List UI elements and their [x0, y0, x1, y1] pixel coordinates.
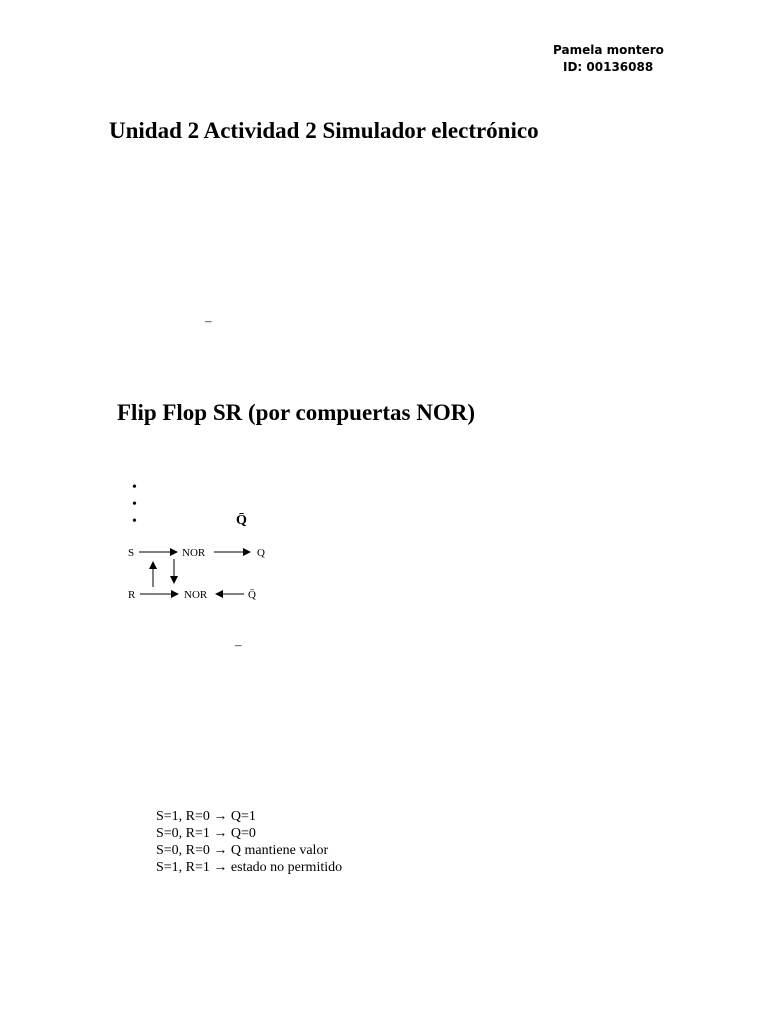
document-title: Unidad 2 Actividad 2 Simulador electrónico	[109, 118, 539, 143]
nor-gate-top: NOR	[182, 547, 206, 559]
nor-gate-bottom: NOR	[184, 589, 208, 601]
truth-table-row: S=1, R=1 → estado no permitido	[156, 860, 343, 875]
truth-table-row: S=0, R=0 → Q mantiene valor	[156, 843, 329, 858]
truth-table-list	[156, 808, 342, 876]
truth-table-row: S=0, R=1 → Q=0	[156, 826, 256, 841]
stray-dash: –	[205, 313, 212, 328]
stray-dash: –	[235, 637, 242, 652]
author-name: Pamela montero	[553, 43, 664, 57]
sr-flip-flop-diagram	[118, 537, 288, 607]
feedback-up-arrow	[149, 561, 157, 587]
q-bar-output-label: Q̄	[248, 589, 256, 601]
nor-to-q-arrow	[214, 548, 251, 556]
s-input-label: S	[128, 547, 135, 559]
bullet-point: •	[132, 514, 137, 529]
student-id: ID: 00136088	[563, 60, 654, 74]
s-to-nor-arrow	[139, 548, 178, 556]
bullet-point: •	[132, 480, 137, 495]
q-output-label: Q	[257, 547, 265, 559]
r-to-nor-arrow	[140, 590, 179, 598]
bullet-point: •	[132, 497, 137, 512]
qbar-to-nor-arrow	[215, 590, 244, 598]
r-input-label: R	[128, 589, 136, 601]
truth-table-row: S=1, R=0 → Q=1	[156, 809, 256, 824]
feedback-down-arrow	[170, 559, 178, 584]
q-bar-label: Q̄	[236, 513, 247, 528]
section-title: Flip Flop SR (por compuertas NOR)	[117, 400, 475, 425]
